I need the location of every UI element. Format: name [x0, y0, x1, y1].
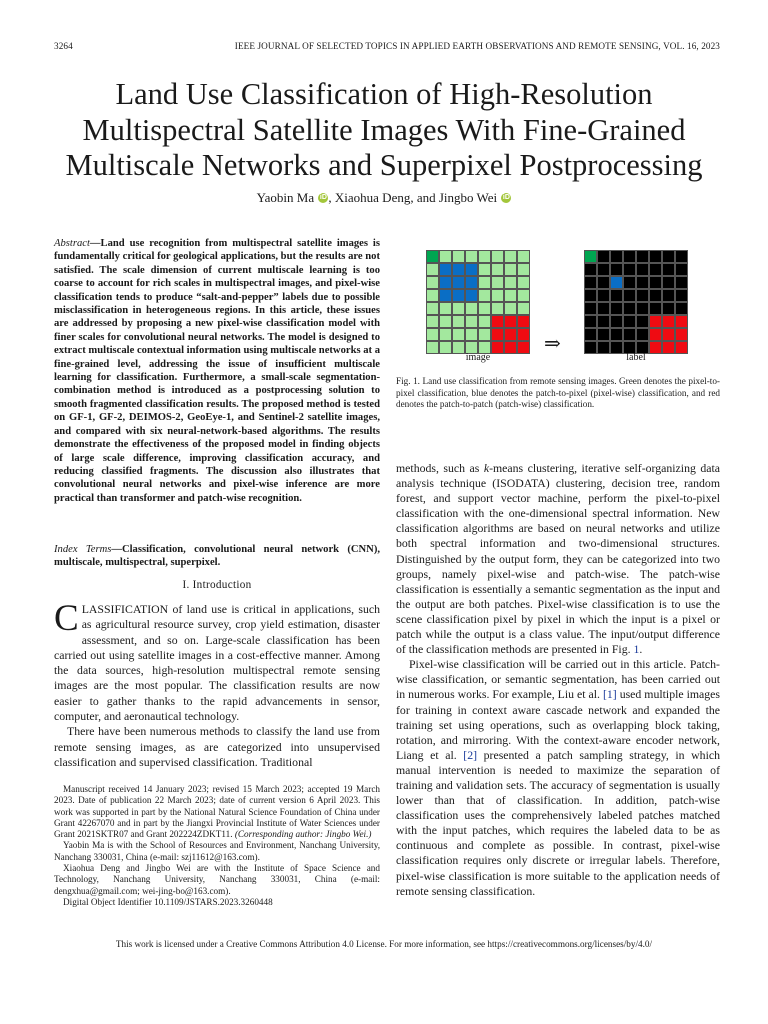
grid-cell — [439, 289, 452, 302]
grid-cell — [610, 289, 623, 302]
grid-cell — [491, 328, 504, 341]
grid-cell — [452, 263, 465, 276]
title-line-2: Multispectral Satellite Images With Fine-Grained — [82, 112, 686, 147]
grid-cell — [636, 328, 649, 341]
grid-cell — [584, 276, 597, 289]
grid-cell — [636, 302, 649, 315]
grid-cell — [426, 276, 439, 289]
page-number: 3264 — [54, 41, 73, 51]
grid-cell — [426, 250, 439, 263]
grid-cell — [623, 263, 636, 276]
grid-cell — [584, 263, 597, 276]
grid-cell — [517, 263, 530, 276]
section-heading: I. Introduction — [182, 579, 252, 591]
grid-cell — [649, 276, 662, 289]
grid-cell — [584, 250, 597, 263]
running-header: IEEE JOURNAL OF SELECTED TOPICS IN APPLIED EARTH OBSERVATIONS AND REMOTE SENSING, VOL. 16, 2023 — [234, 41, 720, 51]
grid-cell — [478, 289, 491, 302]
grid-cell — [517, 328, 530, 341]
author-names-rest: , Xiaohua Deng, and Jingbo Wei — [328, 190, 498, 205]
grid-cell — [439, 315, 452, 328]
grid-cell — [478, 250, 491, 263]
intro-paragraph-1: CLASSIFICATION of land use is critical in applications, such as agricultural resource survey, crop yield estimation, disaster assessment, and so on. Large-scale classification has been carried out using satellite images in a cost-effective manner. Among the data sources, high-resolution multispectral remote sensing images are the most popular. The classification results are now easier to gather thanks to the rapid advancements in sensor, computer, and aeronautical technology. — [54, 598, 380, 724]
grid-cell — [662, 328, 675, 341]
footnote-affiliation-2: Xiaohua Deng and Jingbo Wei are with the Institute of Space Science and Technology, Nanchang University, Nanchang 330031, China (e-mail: dengxhua@gmail.com; wei-jing-bo@163.com). — [54, 863, 380, 896]
grid-cell — [426, 328, 439, 341]
grid-cell — [504, 263, 517, 276]
grid-cell — [465, 250, 478, 263]
grid-cell — [610, 328, 623, 341]
abstract — [54, 237, 380, 505]
grid-cell — [439, 250, 452, 263]
right-paragraph-2: Pixel-wise classification will be carried out in this article. Patch-wise classification, or semantic segmentation, has been carried out in numerous works. For example, Liu et al. [1] used multiple images for training in context aware cascade network and expanded the training set using operations, such as overlapping block taking, rotation, and mirroring. With the context-aware encoder network, Liang et al. [2] presented a patch sampling strategy, in which manual intervention is needed to maximize the separation of training and validation sets. The accuracy of segmentation is usually lower than that of classification. In addition, patch-wise classification uses the comprehensively labeled patches matched with the input patches, which requires the labeled data to be as continuous and complete as possible. In contrast, pixel-wise classification requires only discrete or irregular labels. Therefore, pixel-wise classification is more suitable to the application needs of remote sensing classification. — [396, 657, 721, 898]
grid-cell — [439, 276, 452, 289]
grid-cell — [478, 302, 491, 315]
grid-cell — [504, 328, 517, 341]
grid-cell — [662, 289, 675, 302]
figure-caption: Fig. 1. Land use classification from remote sensing images. Green denotes the pixel-to-pixel classification, blue denotes the patch-to-pixel (pixel-wise) classification, and red denotes the patch-to-patch (patch-wise) classification. — [396, 376, 720, 409]
grid-cell — [610, 250, 623, 263]
drop-cap: C — [54, 598, 79, 639]
grid-cell — [636, 250, 649, 263]
grid-cell — [426, 302, 439, 315]
license-notice: This work is licensed under a Creative Commons Attribution 4.0 License. For more information, see https://creativecommons.org/licenses/by/4.0/ — [115, 939, 653, 949]
grid-cell — [504, 315, 517, 328]
grid-cell — [623, 250, 636, 263]
grid-cell — [675, 315, 688, 328]
grid-cell — [584, 302, 597, 315]
grid-cell — [662, 315, 675, 328]
grid-cell — [452, 302, 465, 315]
grid-cell — [426, 315, 439, 328]
grid-cell — [662, 263, 675, 276]
grid-cell — [465, 302, 478, 315]
grid-cell — [597, 289, 610, 302]
title-line-3: Multiscale Networks and Superpixel Postprocessing — [65, 148, 703, 182]
grid-cell — [597, 250, 610, 263]
grid-cell — [491, 315, 504, 328]
grid-cell — [610, 315, 623, 328]
grid-cell — [426, 289, 439, 302]
grid-cell — [452, 250, 465, 263]
grid-cell — [675, 263, 688, 276]
intro-body — [54, 598, 380, 770]
grid-cell — [597, 328, 610, 341]
grid-cell — [478, 276, 491, 289]
grid-cell — [636, 263, 649, 276]
grid-cell — [597, 276, 610, 289]
grid-cell — [675, 302, 688, 315]
figure-image-caption: image — [465, 352, 491, 363]
grid-cell — [478, 328, 491, 341]
grid-cell — [478, 263, 491, 276]
paper-title — [40, 77, 728, 184]
grid-cell — [517, 250, 530, 263]
image-grid — [426, 250, 530, 354]
grid-cell — [636, 315, 649, 328]
figure-link[interactable]: 1 — [633, 642, 640, 657]
grid-cell — [426, 263, 439, 276]
grid-cell — [517, 289, 530, 302]
grid-cell — [610, 276, 623, 289]
grid-cell — [465, 289, 478, 302]
index-terms-text: —Classification, convolutional neural network (CNN), multiscale, multispectral, superpixel. — [54, 544, 380, 569]
figure-input-grid — [426, 250, 530, 354]
grid-cell — [597, 315, 610, 328]
grid-cell — [491, 302, 504, 315]
grid-cell — [452, 328, 465, 341]
grid-cell — [649, 250, 662, 263]
author-list — [40, 190, 728, 206]
grid-cell — [675, 250, 688, 263]
grid-cell — [584, 315, 597, 328]
footnotes — [54, 784, 380, 908]
citation-link[interactable]: [2] — [463, 747, 478, 762]
grid-cell — [504, 250, 517, 263]
orcid-icon[interactable]: iD — [502, 194, 510, 201]
grid-cell — [465, 276, 478, 289]
grid-cell — [649, 263, 662, 276]
grid-cell — [584, 289, 597, 302]
grid-cell — [517, 276, 530, 289]
figure-label-grid — [584, 250, 688, 354]
right-paragraph-1: methods, such as k-means clustering, iterative self-organizing data analysis technique (ISODATA) clustering, decision tree, random forest, and support vector machine, perform the pixel-to-pixel classification with the one-dimensional spectral information. New classification algorithms are based on neural networks and utilize both spectral information and two-dimensional structures. Distinguished by the output form, they can be categorized into two groups, namely pixel-wise and patch-wise. The patch-wise classification is essentially a semantic segmentation as the input and the output are both patches. Pixel-wise classification is to use the scene classification pixel by pixel in which the input is a pixel or patch while the output is a class value. The input/output difference of the classification methods are presented in Fig. 1. — [396, 461, 720, 657]
figure-label-caption: label — [626, 352, 646, 363]
grid-cell — [636, 276, 649, 289]
grid-cell — [610, 302, 623, 315]
grid-cell — [623, 328, 636, 341]
grid-cell — [649, 302, 662, 315]
grid-cell — [649, 328, 662, 341]
grid-cell — [491, 250, 504, 263]
grid-cell — [491, 289, 504, 302]
footnote-affiliation-1: Yaobin Ma is with the School of Resources and Environment, Nanchang University, Nanchang 330031, China (e-mail: szj11612@163.com). — [54, 840, 380, 862]
grid-cell — [491, 276, 504, 289]
grid-cell — [517, 315, 530, 328]
footnote-doi: Digital Object Identifier 10.1109/JSTARS.2023.3260448 — [63, 896, 273, 907]
title-line-1: Land Use Classification of High-Resolution — [115, 77, 653, 111]
grid-cell — [452, 315, 465, 328]
grid-cell — [504, 302, 517, 315]
grid-cell — [597, 263, 610, 276]
grid-cell — [623, 315, 636, 328]
grid-cell — [623, 276, 636, 289]
grid-cell — [465, 315, 478, 328]
index-terms-label: Index Terms — [54, 544, 112, 555]
grid-cell — [439, 302, 452, 315]
grid-cell — [662, 302, 675, 315]
abstract-text: —Land use recognition from multispectral satellite images is fundamentally critical for geological applications, but the results are not satisfied. The scale dimension of current multiscale learning is too coarse to account for rich scales in multispectral images, and pixel-wise classification tends to produce “salt-and-pepper” labels due to possible misclassification in heterogeneous regions. In this article, these issues are addressed by proposing a new pixel-wise classification model with finer scales for convolutional neural networks. The model is designed to extract multiscale contextual information using multiscale networks at a fine-grained level, addressing the issue of insufficient multiscale learning for classification. Furthermore, a small-scale segmentation-combination method is introduced as a postprocessing solution to smooth fragmented classification results. The proposed method is tested on GF-1, GF-2, DEIMOS-2, GeoEye-1, and Sentinel-2 satellite images, and compared with six neural-network-based algorithms. The results demonstrate the effectiveness of the proposed model in finding objects of large scale difference, improving classification accuracy, and reducing classified fragments. The discussion also illustrates that convolutional neural networks and pixel-wise inference are more practical than transformer and patch-wise recognition. — [54, 238, 381, 504]
grid-cell — [491, 263, 504, 276]
grid-cell — [610, 263, 623, 276]
grid-cell — [649, 315, 662, 328]
grid-cell — [439, 263, 452, 276]
grid-cell — [504, 276, 517, 289]
grid-cell — [675, 276, 688, 289]
grid-cell — [504, 289, 517, 302]
grid-cell — [662, 250, 675, 263]
grid-cell — [439, 328, 452, 341]
label-grid — [584, 250, 688, 354]
grid-cell — [478, 315, 491, 328]
grid-cell — [623, 302, 636, 315]
index-terms — [54, 543, 380, 570]
grid-cell — [623, 289, 636, 302]
grid-cell — [452, 276, 465, 289]
grid-cell — [662, 276, 675, 289]
footnote-manuscript: Manuscript received 14 January 2023; revised 15 March 2023; accepted 19 March 2023. Date of publication 22 March 2023; date of current version 6 April 2023. This work was supported in part by the National Natural Science Foundation of China under Grant 42267070 and in part by the Jiangxi Provincial Institute of Water Sciences under Grant 2021SKTR07 and Grant 202224ZDKT11. (Corresponding author: Jingbo Wei.) — [54, 784, 380, 840]
grid-cell — [517, 302, 530, 315]
grid-cell — [649, 289, 662, 302]
orcid-icon[interactable]: iD — [319, 194, 327, 201]
abstract-label: Abstract — [54, 238, 90, 249]
author-name: Yaobin Ma — [256, 190, 315, 205]
grid-cell — [452, 289, 465, 302]
grid-cell — [675, 289, 688, 302]
grid-cell — [584, 328, 597, 341]
citation-link[interactable]: [1] — [602, 687, 617, 702]
grid-cell — [465, 328, 478, 341]
right-column-body — [396, 461, 720, 899]
arrow-icon: ⇒ — [544, 331, 561, 355]
grid-cell — [675, 328, 688, 341]
grid-cell — [465, 263, 478, 276]
grid-cell — [597, 302, 610, 315]
grid-cell — [636, 289, 649, 302]
intro-paragraph-2: There have been numerous methods to classify the land use from remote sensing images, as are categorized into unsupervised classification and supervised classification. Traditional — [54, 724, 380, 769]
